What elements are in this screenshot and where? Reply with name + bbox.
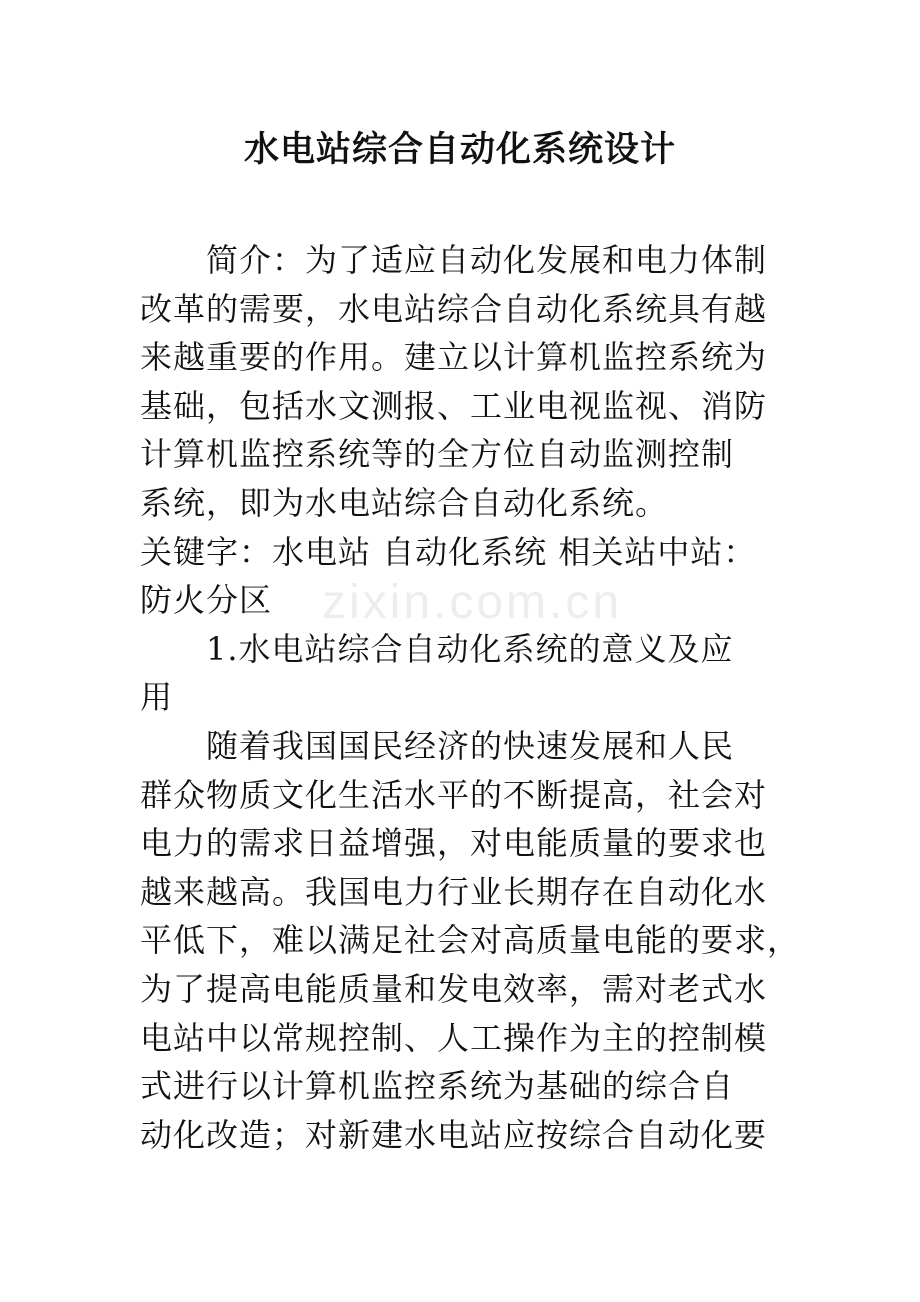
section-heading: 用: [140, 678, 174, 717]
text-line: 为了提高电能质量和发电效率，需对老式水: [140, 969, 768, 1008]
text-line: 动化改造；对新建水电站应按综合自动化要: [140, 1115, 768, 1154]
text-line: 电力的需求日益增强，对电能质量的要求也: [140, 824, 768, 863]
watermark: zixin.com.cn: [322, 576, 623, 629]
text-line: 基础，包括水文测报、工业电视监视、消防: [140, 386, 768, 425]
text-line: 随着我国国民经济的快速发展和人民: [206, 726, 735, 765]
text-line: 越来越高。我国电力行业长期存在自动化水: [140, 872, 768, 911]
keywords-line: 防火分区: [140, 581, 273, 620]
keywords-line: 关键字：水电站 自动化系统 相关站中站：: [140, 532, 757, 571]
text-line: 来越重要的作用。建立以计算机监控系统为: [140, 338, 768, 377]
section-heading: 1.水电站综合自动化系统的意义及应: [206, 629, 734, 668]
text-line: 简介：为了适应自动化发展和电力体制: [206, 241, 768, 279]
text-line: 计算机监控系统等的全方位自动监测控制: [140, 435, 735, 474]
text-line: 电站中以常规控制、人工操作为主的控制模: [140, 1018, 768, 1057]
document-body: [140, 236, 801, 1159]
text-line: 平低下，难以满足社会对高质量电能的要求，: [140, 921, 801, 960]
document-title: 水电站综合自动化系统设计: [243, 130, 676, 170]
text-line: 式进行以计算机监控系统为基础的综合自: [140, 1067, 735, 1106]
text-line: 群众物质文化生活水平的不断提高，社会对: [140, 775, 768, 814]
text-line: 系统，即为水电站综合自动化系统。: [140, 483, 669, 522]
text-line: 改革的需要，水电站综合自动化系统具有越: [140, 289, 768, 328]
